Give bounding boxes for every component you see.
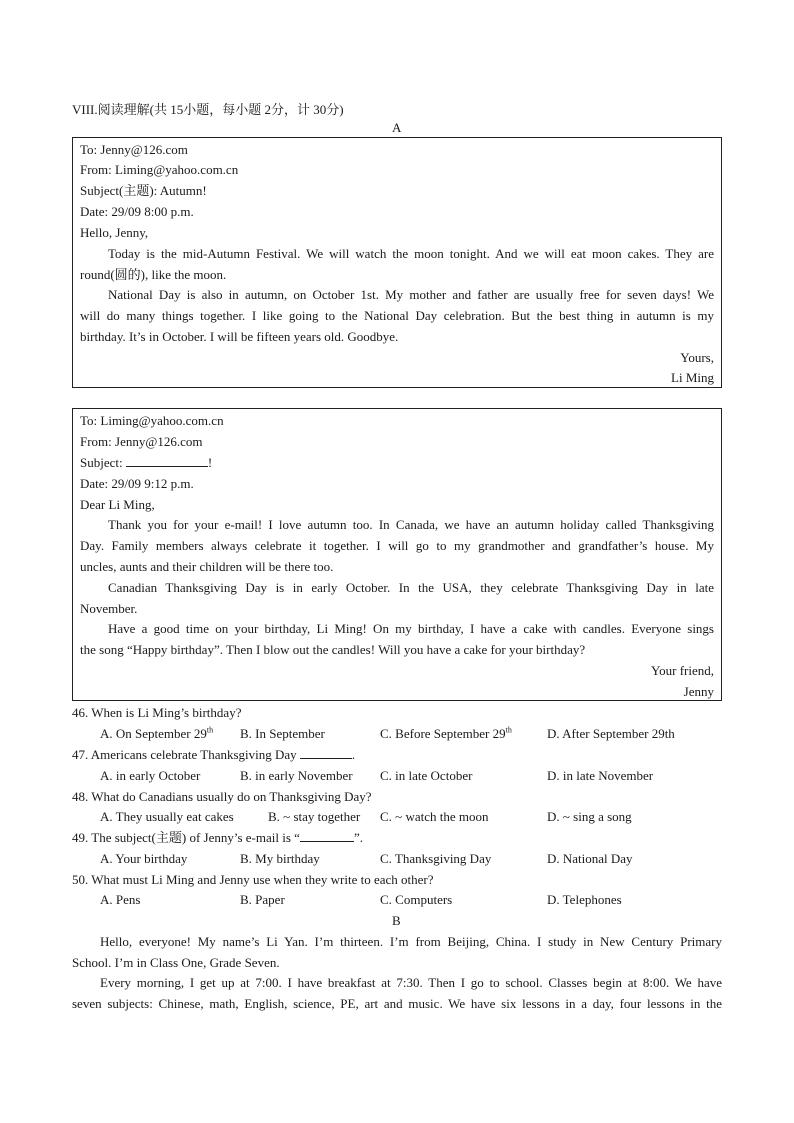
email1-to: To: Jenny@126.com bbox=[80, 142, 188, 157]
email2-date: Date: 29/09 9:12 p.m. bbox=[80, 476, 194, 491]
question-46-stem: 46. When is Li Ming’s birthday? bbox=[72, 705, 242, 720]
question-49-option-d: D. National Day bbox=[547, 851, 633, 866]
email1-paragraph-line: round(圆的), like the moon. bbox=[80, 267, 227, 282]
email2-from: From: Jenny@126.com bbox=[80, 434, 203, 449]
email1-greeting: Hello, Jenny, bbox=[80, 225, 149, 240]
email2-to: To: Liming@yahoo.com.cn bbox=[80, 413, 224, 428]
email1-paragraph-line: will do many things together. I like going to the National Day celebration. But the best thing in autumn is my bbox=[80, 308, 714, 323]
answer-blank bbox=[300, 747, 352, 759]
question-48-option-d: D. ~ sing a song bbox=[547, 809, 632, 824]
question-48-stem: 48. What do Canadians usually do on Thanksgiving Day? bbox=[72, 789, 372, 804]
email2-paragraph-line: uncles, aunts and their children will be there too. bbox=[80, 559, 334, 574]
passage-b-line: Hello, everyone! My name’s Li Yan. I’m thirteen. I’m from Beijing, China. I study in New Century Primary bbox=[100, 934, 722, 949]
email2-signature: Jenny bbox=[683, 684, 714, 699]
email1-paragraph-line: birthday. It’s in October. I will be fifteen years old. Goodbye. bbox=[80, 329, 399, 344]
answer-blank bbox=[300, 830, 354, 842]
question-48-option-b: B. ~ stay together bbox=[268, 809, 361, 824]
email1-subject: Subject(主题): Autumn! bbox=[80, 183, 207, 198]
question-50-option-a: A. Pens bbox=[100, 892, 141, 907]
email2-paragraph-line: Canadian Thanksgiving Day is in early October. In the USA, they celebrate Thanksgiving Day in late bbox=[108, 580, 714, 595]
email1-paragraph-line: Today is the mid-Autumn Festival. We will watch the moon tonight. And we will eat moon cakes. They are bbox=[108, 246, 714, 261]
email1-closing: Yours, bbox=[680, 350, 714, 365]
question-50-option-b: B. Paper bbox=[240, 892, 285, 907]
email1-signature: Li Ming bbox=[671, 370, 714, 385]
question-47-option-b: B. in early November bbox=[240, 768, 353, 783]
passage-b-line: seven subjects: Chinese, math, English, science, PE, art and music. We have six lessons in a day, four lessons in the bbox=[72, 996, 722, 1011]
question-49-option-a: A. Your birthday bbox=[100, 851, 188, 866]
email2-subject-suffix: ! bbox=[207, 455, 213, 470]
question-49-option-c: C. Thanksgiving Day bbox=[380, 851, 492, 866]
email2-closing: Your friend, bbox=[651, 663, 714, 678]
email2-subject bbox=[80, 455, 212, 471]
question-49-stem: 49. The subject(主题) of Jenny’s e-mail is “ ”. bbox=[72, 830, 363, 845]
question-46-option-a: A. On September 29th bbox=[100, 725, 214, 741]
passage-b-line: Every morning, I get up at 7:00. I have breakfast at 7:30. Then I go to school. Classes begin at 8:00. We have bbox=[100, 975, 722, 990]
question-47-option-a: A. in early October bbox=[100, 768, 201, 783]
email2-paragraph-line: the song “Happy birthday”. Then I blow out the candles! Will you have a cake for your birthday? bbox=[80, 642, 586, 657]
question-50-option-c: C. Computers bbox=[380, 892, 453, 907]
question-50-stem: 50. What must Li Ming and Jenny use when they write to each other? bbox=[72, 872, 434, 887]
email2-paragraph-line: Have a good time on your birthday, Li Ming! On my birthday, I have a cake with candles. Everyone sings bbox=[108, 621, 714, 636]
email2-paragraph-line: Day. Family members always celebrate it together. I will go to my grandmother and grandfather’s house. My bbox=[80, 538, 714, 553]
email2-paragraph-line: Thank you for your e-mail! I love autumn too. In Canada, we have an autumn holiday called Thanksgiving bbox=[108, 517, 714, 532]
passage-b-label: B bbox=[392, 913, 401, 928]
question-47-stem: 47. Americans celebrate Thanksgiving Day . bbox=[72, 747, 356, 762]
email1-from: From: Liming@yahoo.com.cn bbox=[80, 162, 239, 177]
question-47-option-c: C. in late October bbox=[380, 768, 473, 783]
question-48-option-a: A. They usually eat cakes bbox=[100, 809, 234, 824]
question-46-option-b: B. In September bbox=[240, 726, 325, 741]
passage-b-line: School. I’m in Class One, Grade Seven. bbox=[72, 955, 280, 970]
subject-blank bbox=[126, 455, 208, 467]
email2-greeting: Dear Li Ming, bbox=[80, 497, 155, 512]
section-title: VIII.阅读理解(共 15小题，每小题 2分，计 30分) bbox=[72, 102, 344, 117]
passage-a-label: A bbox=[392, 120, 402, 135]
question-47-option-d: D. in late November bbox=[547, 768, 654, 783]
question-49-option-b: B. My birthday bbox=[240, 851, 320, 866]
question-48-option-c: C. ~ watch the moon bbox=[380, 809, 489, 824]
email2-paragraph-line: November. bbox=[80, 601, 138, 616]
question-46-option-c: C. Before September 29th bbox=[380, 725, 512, 741]
question-50-option-d: D. Telephones bbox=[547, 892, 622, 907]
question-46-option-d: D. After September 29th bbox=[547, 726, 675, 741]
email2-subject-prefix: Subject: bbox=[80, 455, 123, 470]
email1-date: Date: 29/09 8:00 p.m. bbox=[80, 204, 194, 219]
email1-paragraph-line: National Day is also in autumn, on October 1st. My mother and father are usually free for seven days! We bbox=[108, 287, 714, 302]
